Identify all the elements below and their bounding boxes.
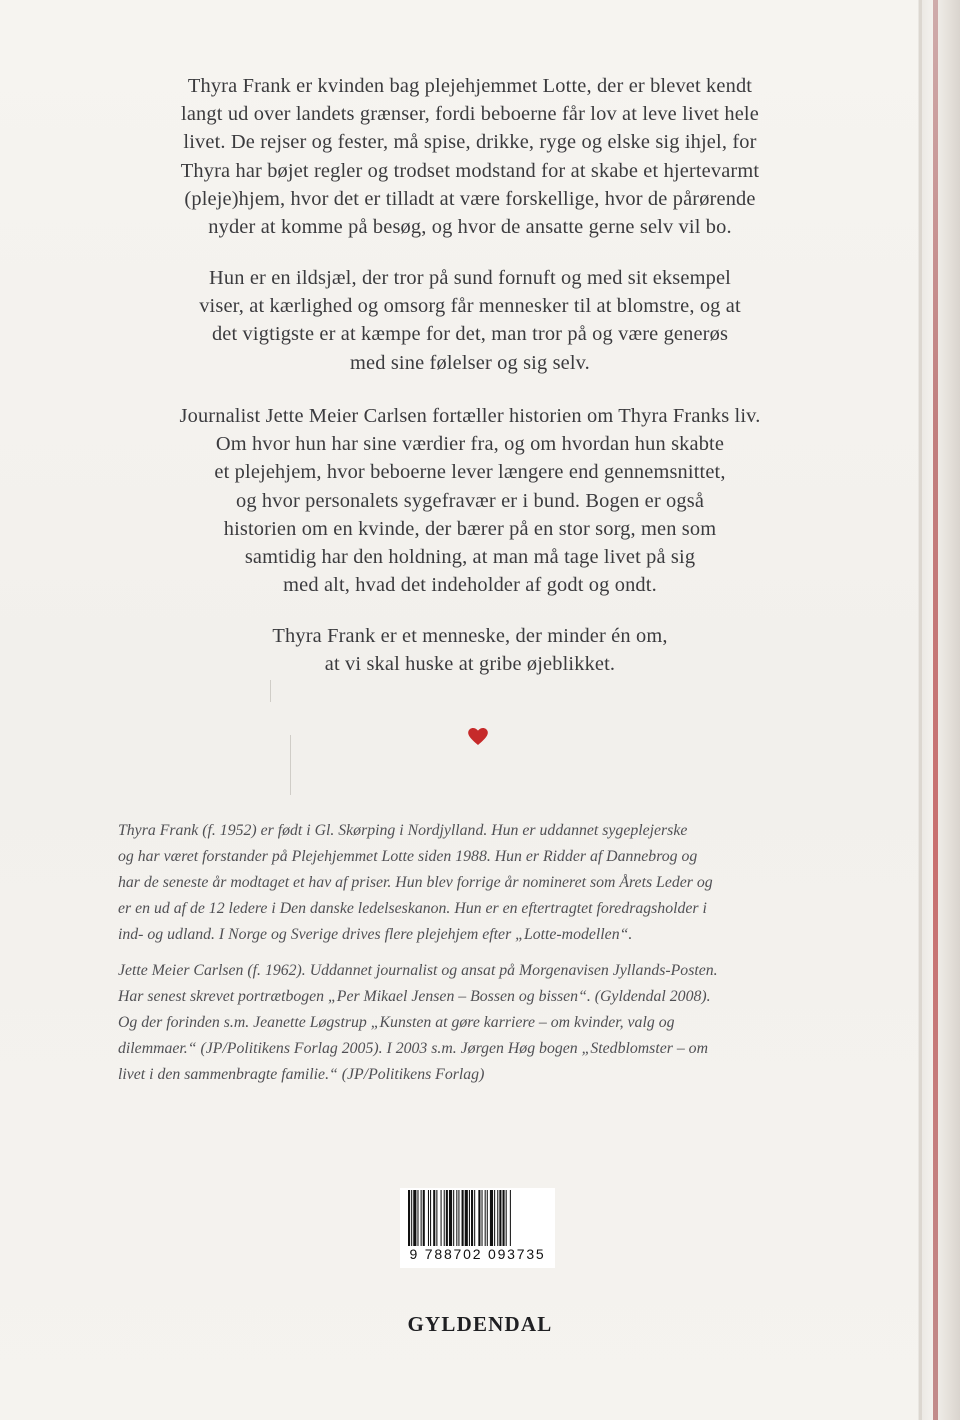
isbn-barcode [400,1188,555,1268]
barcode-bar [482,1190,483,1246]
barcode-bar [441,1190,442,1246]
barcode-bar [510,1190,511,1246]
barcode-bar [499,1190,501,1246]
blurb-line: (pleje)hjem, hvor det er tilladt at være forskellige, hvor de pårørende [184,187,756,210]
author-bio-thyra-frank [118,818,858,948]
barcode-bar [503,1190,505,1246]
bio-line: og har været forstander på Plejehjemmet Lotte siden 1988. Hun er Ridder af Dannebrog og [118,848,698,865]
blurb-line: og hvor personalets sygefravær er i bund. Bogen er også [235,489,705,512]
blurb-line: Thyra har bøjet regler og trodset modstand for at skabe et hjertevarmt [180,159,760,182]
barcode-bar [478,1190,480,1246]
bio-line: Og der forinden s.m. Jeanette Løgstrup „Kunsten at gøre karriere – om kvinder, valg og [118,1014,675,1031]
barcode-bar [465,1190,468,1246]
publisher-name: GYLDENDAL [407,1312,553,1336]
barcode-bar [494,1190,495,1246]
bio-line: livet i den sammenbragte familie.“ (JP/Politikens Forlag) [118,1066,485,1083]
spine-red-stripe [933,0,938,1420]
barcode-bar [423,1190,425,1246]
blurb-line: et plejehjem, hvor beboerne lever længere end gennemsnittet, [214,461,726,484]
barcode-bar [471,1190,473,1246]
blurb-line: samtidig har den holdning, at man må tage livet på sig [244,546,696,569]
barcode-bar [469,1190,470,1246]
spine-shadow [919,0,922,1420]
spine-edge [918,0,960,1420]
blurb-line: Om hvor hun har sine værdier fra, og om hvordan hun skabte [215,433,725,456]
bio-line: Jette Meier Carlsen (f. 1962). Uddannet journalist og ansat på Morgenavisen Jyllands-Posten. [118,962,718,979]
barcode-bar [453,1190,454,1246]
blurb-line: at vi skal huske at gribe øjeblikket. [324,653,616,676]
blurb-line: Journalist Jette Meier Carlsen fortæller historien om Thyra Franks liv. [179,405,761,427]
cover-scuff [270,680,271,702]
author-bio-jette-meier-carlsen [118,958,858,1088]
blurb-paragraph-1 [110,72,830,241]
heart-icon [467,726,489,746]
bio-line: Thyra Frank (f. 1952) er født i Gl. Skørping i Nordjylland. Hun er uddannet sygeplejerske [118,822,688,839]
heart-icon-graphic [467,726,489,746]
bio-line: ind- og udland. I Norge og Sverige drives flere plejehjem efter „Lotte-modellen“. [118,926,633,943]
barcode-bar [408,1190,410,1246]
barcode-bars [400,1188,555,1248]
barcode-bar [428,1190,429,1246]
blurb-line: med alt, hvad det indeholder af godt og ondt. [283,574,657,597]
barcode-bar [444,1190,445,1246]
bio-line: dilemmaer.“ (JP/Politikens Forlag 2005). I 2003 s.m. Jørgen Høg bogen „Stedblomster – om [118,1040,708,1057]
bio-line: har de seneste år modtaget et hav af priser. Hun blev forrige år nomineret som Årets Leder og [118,874,713,891]
bio-line: Har senest skrevet portrætbogen „Per Mikael Jensen – Bossen og bissen“. (Gyldendal 2008). [118,988,711,1005]
barcode-bar [417,1190,418,1246]
blurb-line: Hun er en ildsjæl, der tror på sund fornuft og med sit eksempel [209,267,731,289]
barcode-bar [456,1190,457,1246]
barcode-bar [490,1190,493,1246]
barcode-bar [411,1190,412,1246]
blurb-line: Thyra Frank er et menneske, der minder én om, [272,625,668,647]
blurb-line: nyder at komme på besøg, og hvor de ansatte gerne selv vil bo. [208,216,732,239]
barcode-bar [413,1190,416,1246]
barcode-bar [433,1190,435,1246]
bio-line: er en ud af de 12 ledere i Den danske ledelseskanon. Hun er en eftertragtet foredragsholder i [118,900,707,917]
blurb-line: langt ud over landets grænser, fordi beboerne får lov at leve livet hele [181,103,759,126]
barcode-bar [421,1190,422,1246]
barcode-bar [485,1190,486,1246]
barcode-bar [458,1190,459,1246]
barcode-bar [446,1190,448,1246]
barcode-bar [506,1190,507,1246]
blurb-line: historien om en kvinde, der bærer på en stor sorg, men som [223,517,717,540]
barcode-bar [462,1190,464,1246]
blurb-line: livet. De rejser og fester, må spise, drikke, ryge og elske sig ihjel, for [183,131,757,154]
blurb-line: det vigtigste er at kæmpe for det, man tror på og være generøs [211,323,729,346]
barcode-bar [487,1190,488,1246]
cover-scuff [290,735,291,795]
barcode-bar [497,1190,498,1246]
barcode-bar [449,1190,452,1246]
barcode-bar [430,1190,431,1246]
blurb-line: viser, at kærlighed og omsorg får mennesker til at blomstre, og at [199,295,741,318]
barcode-bar [436,1190,437,1246]
blurb-paragraph-4 [110,622,830,678]
blurb-line: Thyra Frank er kvinden bag plejehjemmet Lotte, der er blevet kendt [187,75,753,97]
isbn-number: 9 788702 093735 [400,1246,555,1262]
blurb-line: med sine følelser og sig selv. [350,351,590,374]
blurb-paragraph-2 [110,264,830,377]
blurb-paragraph-3 [110,402,830,599]
barcode-bar [474,1190,475,1246]
